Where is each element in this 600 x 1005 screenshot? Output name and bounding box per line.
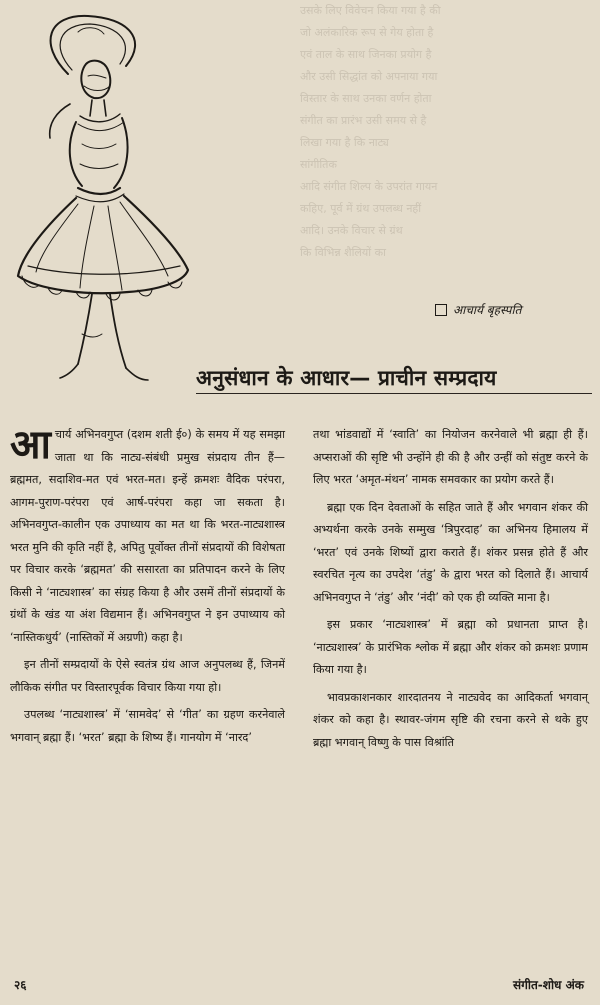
- left-column: [10, 424, 285, 754]
- paragraph: इस प्रकार ‘नाट्यशास्त्र’ में ब्रह्मा को प्रधानता प्राप्त है। ‘नाट्यशास्त्र’ के प्रारंभिक श्लोक में ब्रह्मा और शंकर को क्रमशः प्रणाम किया गया है।: [313, 618, 588, 676]
- dropcap: आ: [10, 422, 51, 468]
- title-underline: [196, 393, 592, 394]
- author-name: आचार्य बृहस्पति: [453, 303, 522, 317]
- paragraph: भावप्रकाशनकार शारदातनय ने नाट्यवेद का आदिकर्ता भगवान् शंकर को कहा है। स्थावर-जंगम सृष्टि की रचना करने से थके हुए ब्रह्मा भगवान् विष्णु के पास विश्रांति: [313, 690, 588, 749]
- paragraph: तथा भांडवाद्यों में ‘स्वाति’ का नियोजन करनेवाले भी ब्रह्मा ही हैं। अप्सराओं की सृष्टि भी उन्होंने ही की है और उन्हीं को संतुष्ट करने के लिए भरत ‘अमृत-मंथन’ नामक समवकार का प्रयोग करते हैं।: [313, 428, 588, 486]
- byline-box-icon: [435, 304, 447, 316]
- dancer-sketch-illustration: [8, 4, 208, 394]
- author-byline: [435, 301, 521, 318]
- show-through-text: उसके लिए विवेचन किया गया है की जो अलंकारिक रूप से गेय होता है एवं ताल के साथ जिनका प्रयोग है और उसी सिद्धांत को अपनाया गया विस्तार के साथ उनका वर्णन होता संगीत का प्रारंभ उसी समय से है लिखा गया है कि नाट्य सांगीतिक आदि संगीत शिल्प के उपरांत गायन कहिए, पूर्व में ग्रंथ उपलब्ध नहीं आदि। उनके विचार से ग्रंथ कि विभिन्न शैलियों का: [300, 4, 441, 259]
- paragraph-text: चार्य अभिनवगुप्त (दशम शती ई०) के समय में यह समझा जाता था कि नाट्य-संबंधी प्रमुख संप्रदाय तीन हैं—ब्रह्ममत, सदाशिव-मत एवं भरत-मत। इन्हें क्रमशः वैदिक परंपरा, आगम-पुराण-परंपरा एवं आर्ष-परंपरा कहा जा सकता है। अभिनवगुप्त-कालीन एक उपाध्याय का मत था कि भरत-नाट्यशास्त्र भरत मुनि की कृति नहीं है, अपितु पूर्वोक्त तीनों संप्रदायों की विशेषता पर विचार करके ‘ब्रह्ममत’ की ससारता का प्रतिपादन करने के लिए किसी ने ‘नाट्यशास्त्र’ का संग्रह किया है और उसमें तीनों संप्रदायों के ग्रंथों के खंड या अंश विद्यमान हैं। अभिनवगुप्त ने इन उपाध्याय को ‘नास्तिकधुर्य’ (नास्तिकों में अग्रणी) कहा है।: [10, 428, 285, 644]
- publication-title: संगीत-शोध अंक: [512, 978, 584, 992]
- paragraph: उपलब्ध ‘नाट्यशास्त्र’ में ‘सामवेद’ से ‘गीत’ का ग्रहण करनेवाले भगवान् ब्रह्मा हैं। ‘भरत’ ब्रह्मा के शिष्य हैं। गानयोग में ‘नारद’: [10, 708, 285, 744]
- article-title: अनुसंधान के आधार— प्राचीन सम्प्रदाय: [196, 366, 497, 390]
- paragraph: ब्रह्मा एक दिन देवताओं के सहित जाते हैं और भगवान शंकर की अभ्यर्थना करके उनके सम्मुख ‘त्रिपुरदाह’ का अभिनय हिमालय में ‘भरत’ एवं उनके शिष्यों द्वारा कराते हैं। शंकर प्रसन्न होते हैं और स्वरचित नृत्य का उपदेश ‘तंडु’ के द्वारा भरत को दिलाते हैं। आचार्य अभिनवगुप्त ने ‘तंडु’ और ‘नंदी’ को एक ही व्यक्ति माना है।: [313, 500, 588, 604]
- right-column: [313, 424, 588, 759]
- paragraph: [10, 424, 285, 649]
- page-number: २६: [14, 978, 27, 992]
- paragraph: इन तीनों सम्प्रदायों के ऐसे स्वतंत्र ग्रंथ आज अनुपलब्ध हैं, जिनमें लौकिक संगीत पर विस्तारपूर्वक विचार किया गया हो।: [10, 658, 285, 694]
